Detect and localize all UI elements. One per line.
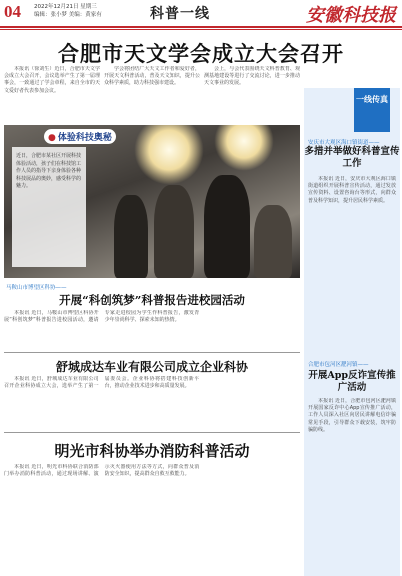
article-4-body: 本报讯 近日，明光市科协联合消防部门举办消防科普活动，通过现场讲解、演示灭火器使用方法等方式，向群众普及消防安全知识，提高群众自救互救能力。 [4,464,200,478]
main-headline: 合肥市天文学会成立大会召开 [58,41,344,66]
adult-figure [204,175,250,278]
sidebar-badge: 一线传真 [354,88,390,132]
page-number: 04 [4,2,21,21]
sidebar-body-1: 本报讯 近日，安庆市大观区海口镇街道组织开展科普宣传活动，通过发放宣传资料、设置咨询台等形式，向群众普及科学知识，提升居民科学素质。 [308,176,396,204]
article-divider [4,432,300,433]
page-header [0,0,402,28]
ceiling-lamp [214,125,274,171]
sidebar-title-2: 开展App反诈宣传推广活动 [308,370,396,393]
newspaper-brand: 安徽科技报 [306,5,396,26]
article-4-title: 明光市科协举办消防科普活动 [54,442,250,460]
article-3-body: 本报讯 近日，舒城成达车业有限公司召开企业科协成立大会，选举产生了第一届委员会。企业科协将搭建科技创新平台，推动企业技术进步和高质量发展。 [4,376,200,390]
date-line: 2022年12月21日 星期三 [34,4,97,10]
section-title: 科普一线 [150,6,210,22]
issue-meta [34,3,102,19]
header-rule-thin [0,29,402,30]
main-article-col-3: 会上，与会代表围绕天文科普教育、观测基地建设等进行了交流讨论，进一步推动天文事业的发展。 [204,66,300,87]
article-2-title: 开展“科创筑梦”科普报告进校园活动 [59,293,245,307]
header-rule [0,26,402,28]
main-article-col-1: 本报讯（徐刘生）近日，合肥市天文学会成立大会召开，会议选举产生了第一届理事会，一致通过了学会章程，来自全市的天文爱好者代表参加会议。 [4,66,100,94]
sidebar-body-2: 本报讯 近日，合肥市包河区淝河镇开展国家反诈中心App宣传推广活动，工作人员深入社区向居民讲解电信诈骗常见手段，引导群众下载安装，筑牢防骗防线。 [308,398,396,433]
sidebar-title-1: 多措并举做好科普宣传工作 [304,146,400,169]
dot-icon: ● [48,133,56,143]
photo-caption-box [12,147,86,267]
child-figure [254,205,292,278]
article-2-body: 本报讯 近日，马鞍山市博望区科协开展“科创筑梦”科普报告进校园活动，邀请专家走进校园为学生作科普报告，激发青少年崇尚科学、探索未知的热情。 [4,310,200,324]
sidebar-kicker-1: 安庆市大观区海口镇街道—— [308,140,380,146]
photo-caption: 近日，合肥市某社区开展科技体验活动，孩子们在科技馆工作人员的指导下亲身体验各种科技展品的奥妙，感受科学的魅力。 [16,153,82,189]
main-article-col-2: 学会将团结广大天文工作者和爱好者，开展天文科普活动，普及天文知识，提升公众科学素质，助力科技强市建设。 [104,66,200,87]
child-figure [154,185,194,278]
photo-label: ● 体验科技奥秘 [44,129,116,144]
editor-line: 编辑：张小梦 美编：黄家有 [34,12,102,18]
article-3-title: 舒城成达车业有限公司成立企业科协 [55,360,248,374]
ceiling-lamp [134,125,204,185]
sidebar-kicker-2: 合肥市包河区淝河镇—— [308,362,369,368]
feature-photo [4,125,300,278]
article-divider [4,352,300,353]
child-figure [114,195,148,278]
article-2-kicker: 马鞍山市博望区科协—— [6,285,67,291]
